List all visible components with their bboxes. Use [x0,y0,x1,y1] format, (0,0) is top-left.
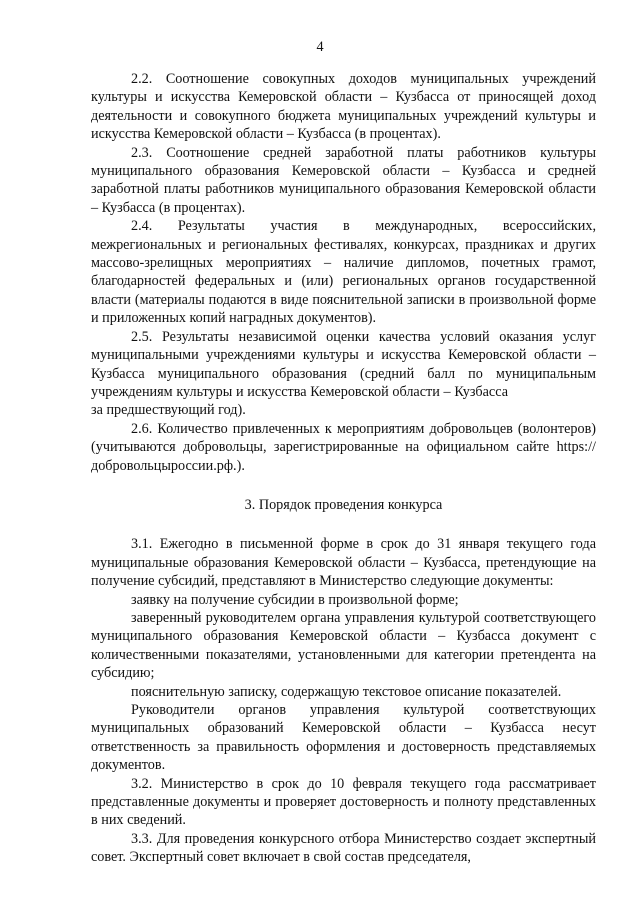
paragraph-3-1: 3.1. Ежегодно в письменной форме в срок до 31 января текущего года муниципальные образования Кемеровской области – Кузбасса, претендующие на получение субсидий, представляют в Министерство следующие документы: [91,536,596,590]
document-body [91,70,596,867]
paragraph-responsibility: Руководители органов управления культурой соответствующих муниципальных образований Кемеровской области – Кузбасса несут ответственность за правильность оформления и достоверность представляемых документов. [91,702,596,774]
paragraph-3-3: 3.3. Для проведения конкурсного отбора Министерство создает экспертный совет. Экспертный совет включает в свой состав председателя, [91,830,596,866]
list-item-application: заявку на получение субсидии в произвольной форме; [131,591,459,608]
list-item-certified-document: заверенный руководителем органа управления культурой соответствующего муниципального образования Кемеровской области – Кузбасса документ с количественными показателями, установленными для категории претендента на субсидию; [91,609,596,682]
paragraph-2-2: 2.2. Соотношение совокупных доходов муниципальных учреждений культуры и искусства Кемеровской области – Кузбасса от приносящей доход деятельности и совокупного бюджета муниципальных учреждений культуры и искусства Кемеровской области – Кузбасса (в процентах). [91,71,596,143]
paragraph-2-6: 2.6. Количество привлеченных к мероприятиям добровольцев (волонтеров) (учитываются добровольцы, зарегистрированные на официальном сайте https://добровольцыроссии.рф.). [91,420,596,474]
page-number: 4 [316,39,324,55]
section-title: 3. Порядок проведения конкурса [244,496,443,513]
paragraph-2-3: 2.3. Соотношение средней заработной платы работников культуры муниципального образования Кемеровской области – Кузбасса и средней заработной платы работников муниципального образования Кемеровской области – Кузбасса (в процентах). [91,144,596,216]
paragraph-2-5-tail: за предшествующий год). [91,402,246,419]
paragraph-2-4: 2.4. Результаты участия в международных, всероссийских, межрегиональных и региональных фестивалях, конкурсах, праздниках и других массово-зрелищных мероприятиях – наличие дипломов, почетных грамот, благодарностей федеральных и (или) региональных органов государственной власти (материалы подаются в виде пояснительной записки в произвольной форме и приложенных копий наградных документов). [91,218,596,327]
paragraph-3-2: 3.2. Министерство в срок до 10 февраля текущего года рассматривает представленные документы и проверяет достоверность и полноту представленных в них сведений. [91,775,596,829]
paragraph-2-5 [91,328,596,420]
paragraph-2-5-text: 2.5. Результаты независимой оценки качества условий оказания услуг муниципальными учреждениями культуры и искусства Кемеровской области – Кузбасса муниципального образования (средний балл по муниципальным учреждениям культуры и искусства Кемеровской области – Кузбасса [91,328,596,400]
list-item-explanatory-note: пояснительную записку, содержащую текстовое описание показателей. [131,683,562,700]
